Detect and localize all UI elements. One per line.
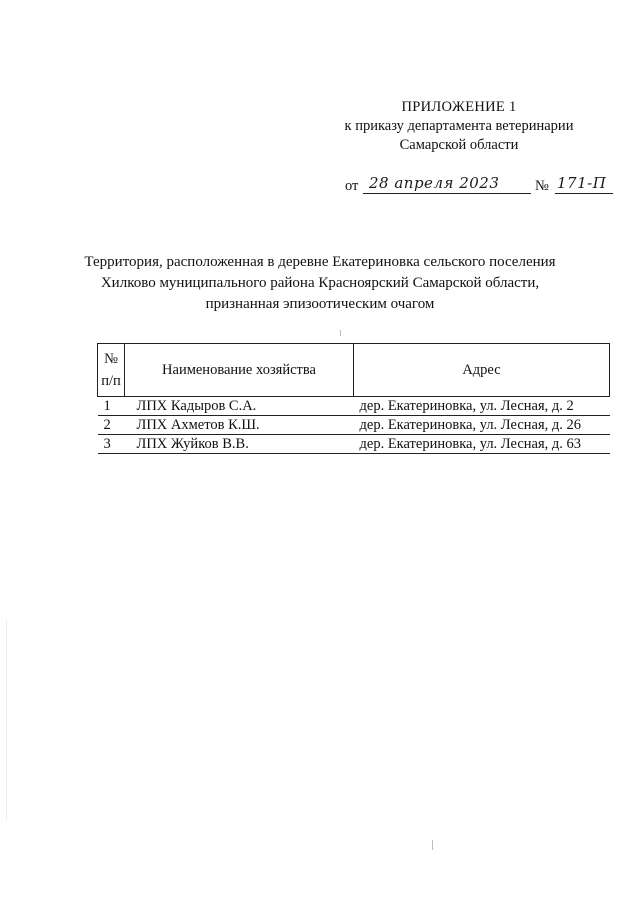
- table-row: [98, 416, 610, 435]
- row-address: дер. Екатериновка, ул. Лесная, д. 63: [354, 435, 610, 454]
- row-household-name: ЛПХ Ахметов К.Ш.: [125, 416, 354, 435]
- table-row: [98, 397, 610, 416]
- appendix-line-order-ref: к приказу департамента ветеринарии: [344, 118, 574, 134]
- scan-speck: [340, 330, 341, 336]
- table-row: [98, 435, 610, 454]
- heading-line-2: Хилково муниципального района Красноярский Самарской области,: [100, 275, 540, 291]
- order-number-handwritten: 171-П: [557, 174, 607, 192]
- table-header-row: [98, 344, 610, 397]
- row-number: 3: [98, 435, 125, 454]
- scan-speck: [432, 840, 433, 850]
- header-household-name: Наименование хозяйства: [125, 344, 354, 397]
- document-heading: [80, 252, 560, 315]
- order-date-underline: [363, 193, 531, 194]
- row-household-name: ЛПХ Жуйков В.В.: [125, 435, 354, 454]
- header-address: Адрес: [354, 344, 610, 397]
- row-address: дер. Екатериновка, ул. Лесная, д. 26: [354, 416, 610, 435]
- row-household-name: ЛПХ Кадыров С.А.: [125, 397, 354, 416]
- header-number: [98, 344, 125, 397]
- order-number-underline: [555, 193, 613, 194]
- order-date-handwritten: 28 апреля 2023: [369, 174, 500, 192]
- heading-line-3: признанная эпизоотическим очагом: [205, 296, 435, 312]
- row-address: дер. Екатериновка, ул. Лесная, д. 2: [354, 397, 610, 416]
- appendix-header: [300, 98, 618, 155]
- row-number: 1: [98, 397, 125, 416]
- row-number: 2: [98, 416, 125, 435]
- header-number-sign: №: [104, 351, 118, 367]
- header-number-pp: п/п: [101, 373, 121, 389]
- order-from-label: от: [345, 178, 359, 194]
- order-date-number-line: [345, 174, 615, 198]
- scan-edge-line: [6, 620, 7, 820]
- households-table: [97, 343, 610, 454]
- heading-line-1: Территория, расположенная в деревне Екатериновка сельского поселения: [84, 254, 556, 270]
- appendix-title: ПРИЛОЖЕНИЕ 1: [401, 99, 517, 115]
- order-number-label: №: [535, 178, 549, 194]
- appendix-line-region: Самарской области: [399, 137, 519, 153]
